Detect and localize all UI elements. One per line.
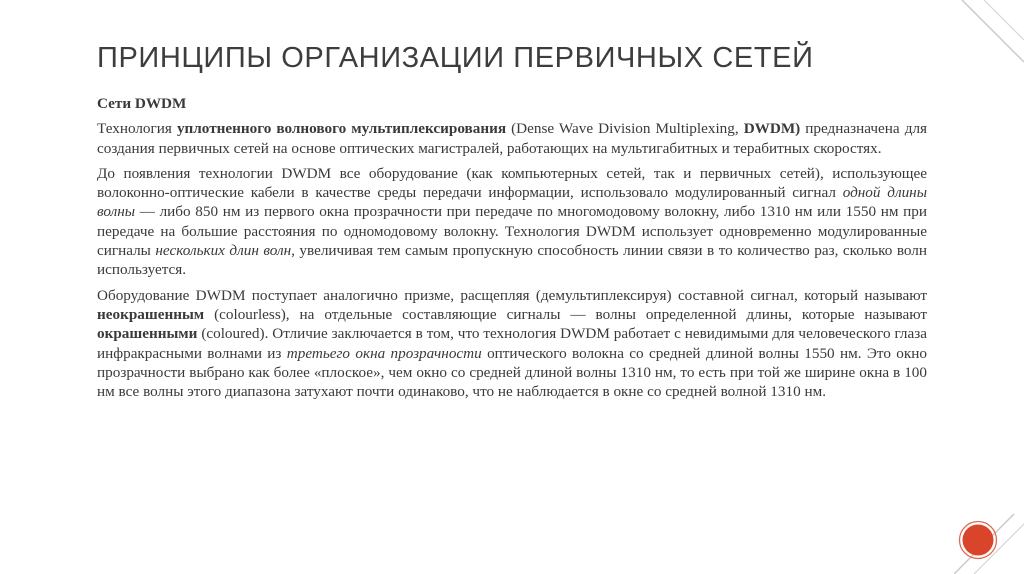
text-run: Технология [97,120,177,138]
text-run: — либо 850 нм из первого окна прозрачности при передаче по многомодовому волокну, либо 1310 нм или 1550 нм при передаче на большие расстояния по одномодовому волокну. Технология DWDM использует одновременно модулированные сигналы [97,203,927,260]
paragraph [97,164,927,280]
italic-term: одной длины волны [97,184,927,221]
text-run: оптического волокна со средней длиной волны 1550 нм. Это окно прозрачности выбрано как более «плоское», чем окно со средней длиной волны 1310 нм, то есть при той же ширине окна в 100 нм все волны этого диапазона затухают почти одинаково, что не наблюдается в окне со средней волной 1310 нм. [97,344,927,401]
bold-term: неокрашенным [97,305,205,323]
text-run: Оборудование DWDM поступает аналогично призме, расщепляя (демультиплексируя) составной сигнал, который называют [97,286,927,304]
text-run: До появления технологии DWDM все оборудование (как компьютерных сетей, так и первичных сетей), использующее волоконно-оптические кабели в качестве среды передачи информации, использовало модулированный сигнал [97,164,927,202]
corner-decoration [954,0,1024,574]
text-run: (Dense Wave Division Multiplexing, [506,120,744,138]
text-run: (coloured). Отличие заключается в том, что технология DWDM работает с невидимыми для человеческого глаза инфракрасными волнами из [97,325,927,362]
slide-marker-icon [958,520,998,560]
italic-term: нескольких длин волн [155,242,292,260]
text-run: , увеличивая тем самым пропускную способность линии связи в то количество раз, сколько волн используется. [97,242,927,279]
text-run: предназначена для создания первичных сетей на основе оптических магистралей, работающих на мультигабитных и терабитных скоростях. [97,120,928,157]
slide-title: ПРИНЦИПЫ ОРГАНИЗАЦИИ ПЕРВИЧНЫХ СЕТЕЙ [97,42,814,74]
section-subtitle: Сети DWDM [97,95,187,112]
paragraph [97,119,927,158]
italic-term: третьего окна прозрачности [286,344,482,362]
bold-term: DWDM) [743,120,801,138]
paragraph [97,286,927,402]
slide-body [97,94,927,407]
bold-term: уплотненного волнового мультиплексирования [176,120,507,138]
text-run: (colourless), на отдельные составляющие сигналы — волны определенной длины, которые называют [204,305,927,323]
bold-term: окрашенными [97,325,198,343]
